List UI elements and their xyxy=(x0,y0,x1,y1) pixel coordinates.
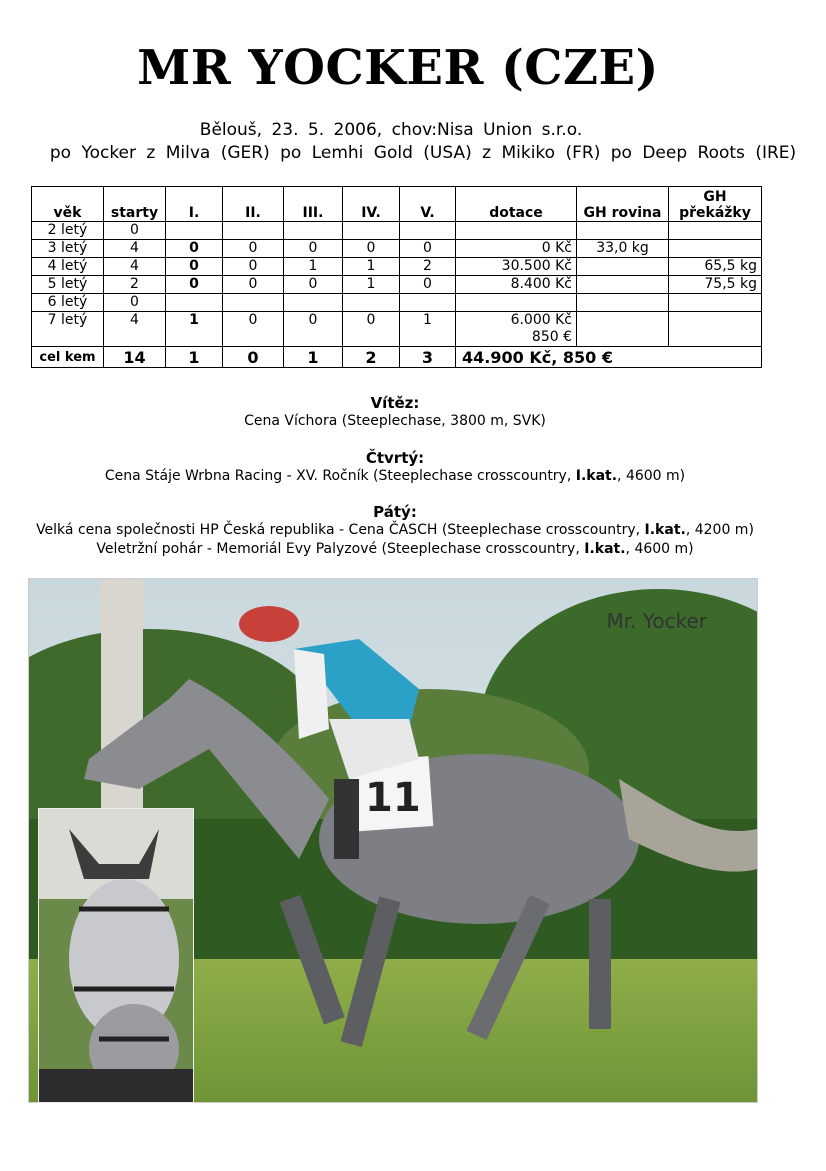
col-header-third: III. xyxy=(284,187,343,222)
total-second: 0 xyxy=(223,347,284,368)
col-header-fifth: V. xyxy=(400,187,456,222)
cell-second xyxy=(223,222,284,240)
cell-fourth: 1 xyxy=(343,258,400,276)
fifth-race-2 xyxy=(0,541,790,557)
cell-prize-money: 0 Kč xyxy=(456,240,577,258)
cell-gh-jumps xyxy=(669,222,762,240)
total-starts: 14 xyxy=(104,347,166,368)
cell-gh-flat xyxy=(577,312,669,347)
total-fifth: 3 xyxy=(400,347,456,368)
winner-heading: Vítěz: xyxy=(370,394,420,412)
cell-prize-money: 30.500 Kč xyxy=(456,258,577,276)
cell-fifth xyxy=(400,294,456,312)
cell-age: 3 letý xyxy=(32,240,104,258)
cell-first xyxy=(166,294,223,312)
col-header-gh-flat: GH rovina xyxy=(577,187,669,222)
cell-gh-jumps: 75,5 kg xyxy=(669,276,762,294)
pedigree-line: po Yocker z Milva (GER) po Lemhi Gold (USA) z Mikiko (FR) po Deep Roots (IRE) xyxy=(49,143,797,163)
category-label: I.kat. xyxy=(575,468,618,484)
cell-fifth: 0 xyxy=(400,240,456,258)
fifth-race-1-distance: , 4200 m) xyxy=(685,522,754,538)
cell-third: 0 xyxy=(284,312,343,347)
winner-race: Cena Víchora (Steeplechase, 3800 m, SVK) xyxy=(244,413,546,429)
table-row xyxy=(32,240,762,258)
category-label: I.kat. xyxy=(644,522,686,538)
cell-prize-money: 8.400 Kč xyxy=(456,276,577,294)
fourth-heading: Čtvrtý: xyxy=(365,449,425,467)
cell-starts: 4 xyxy=(104,312,166,347)
prize-money-eur: 850 € xyxy=(531,329,572,345)
col-header-prize-money: dotace xyxy=(456,187,577,222)
cell-starts: 4 xyxy=(104,258,166,276)
col-header-gh-jumps: GH překážky xyxy=(669,187,762,222)
cell-age: 7 letý xyxy=(32,312,104,347)
cell-third: 0 xyxy=(284,240,343,258)
cell-second: 0 xyxy=(223,258,284,276)
table-row xyxy=(32,276,762,294)
cell-first: 0 xyxy=(166,240,223,258)
cell-fifth: 0 xyxy=(400,276,456,294)
cell-prize-money xyxy=(456,294,577,312)
cell-first xyxy=(166,222,223,240)
cell-fifth: 1 xyxy=(400,312,456,347)
cell-fourth xyxy=(343,294,400,312)
col-header-age: věk xyxy=(32,187,104,222)
cell-third: 0 xyxy=(284,276,343,294)
total-label: cel kem xyxy=(32,347,104,368)
cell-gh-flat xyxy=(577,258,669,276)
col-header-fourth: IV. xyxy=(343,187,400,222)
cell-second: 0 xyxy=(223,276,284,294)
cell-prize-money xyxy=(456,312,577,347)
prize-money-czk: 6.000 Kč xyxy=(510,312,572,328)
horse-info-line: Bělouš, 23. 5. 2006, chov:Nisa Union s.r.o. xyxy=(199,120,583,140)
cell-gh-flat xyxy=(577,276,669,294)
table-row xyxy=(32,222,762,240)
cell-third xyxy=(284,294,343,312)
cell-gh-jumps xyxy=(669,294,762,312)
cell-first: 1 xyxy=(166,312,223,347)
table-row xyxy=(32,294,762,312)
fifth-heading: Pátý: xyxy=(373,503,417,521)
cell-second: 0 xyxy=(223,240,284,258)
cell-fourth: 0 xyxy=(343,240,400,258)
fourth-race-text: Cena Stáje Wrbna Racing - XV. Ročník (Steeplechase crosscountry, xyxy=(104,468,576,484)
table-row xyxy=(32,258,762,276)
cell-fourth xyxy=(343,222,400,240)
cell-third: 1 xyxy=(284,258,343,276)
cell-second xyxy=(223,294,284,312)
cell-starts: 4 xyxy=(104,240,166,258)
cell-gh-jumps xyxy=(669,312,762,347)
cell-starts: 0 xyxy=(104,222,166,240)
horse-head-illustration xyxy=(39,809,193,1102)
cell-starts: 2 xyxy=(104,276,166,294)
cell-age: 2 letý xyxy=(32,222,104,240)
horse-head-photo xyxy=(38,808,194,1103)
col-header-second: II. xyxy=(223,187,284,222)
total-fourth: 2 xyxy=(343,347,400,368)
fifth-race-1-text: Velká cena společnosti HP Česká republika - Cena ČASCH (Steeplechase crosscountry, xyxy=(36,522,645,538)
total-first: 1 xyxy=(166,347,223,368)
race-statistics-table xyxy=(31,186,762,368)
cell-fifth: 2 xyxy=(400,258,456,276)
fifth-race-2-distance: , 4600 m) xyxy=(625,541,694,557)
cell-starts: 0 xyxy=(104,294,166,312)
fifth-race-1 xyxy=(0,522,790,538)
table-total-row xyxy=(32,347,762,368)
cell-age: 4 letý xyxy=(32,258,104,276)
cell-gh-flat: 33,0 kg xyxy=(577,240,669,258)
cell-fourth: 0 xyxy=(343,312,400,347)
cell-first: 0 xyxy=(166,276,223,294)
total-prize-money: 44.900 Kč, 850 € xyxy=(456,347,762,368)
cell-gh-flat xyxy=(577,294,669,312)
table-header-row xyxy=(32,187,762,222)
cell-first: 0 xyxy=(166,258,223,276)
cell-prize-money xyxy=(456,222,577,240)
cell-age: 5 letý xyxy=(32,276,104,294)
fifth-race-2-text: Veletržní pohár - Memoriál Evy Palyzové (Steeplechase crosscountry, xyxy=(96,541,585,557)
cell-age: 6 letý xyxy=(32,294,104,312)
cell-gh-jumps: 65,5 kg xyxy=(669,258,762,276)
cell-fifth xyxy=(400,222,456,240)
cell-third xyxy=(284,222,343,240)
photo-caption: Mr. Yocker xyxy=(606,609,707,633)
cell-fourth: 1 xyxy=(343,276,400,294)
total-third: 1 xyxy=(284,347,343,368)
category-label: I.kat. xyxy=(584,541,626,557)
horse-name-title: MR YOCKER (CZE) xyxy=(137,40,659,96)
saddle-number: 11 xyxy=(365,775,421,821)
col-header-first: I. xyxy=(166,187,223,222)
cell-gh-flat xyxy=(577,222,669,240)
fourth-race-distance: , 4600 m) xyxy=(617,468,686,484)
cell-gh-jumps xyxy=(669,240,762,258)
col-header-starts: starty xyxy=(104,187,166,222)
table-row xyxy=(32,312,762,347)
cell-second: 0 xyxy=(223,312,284,347)
fourth-race xyxy=(0,468,790,484)
